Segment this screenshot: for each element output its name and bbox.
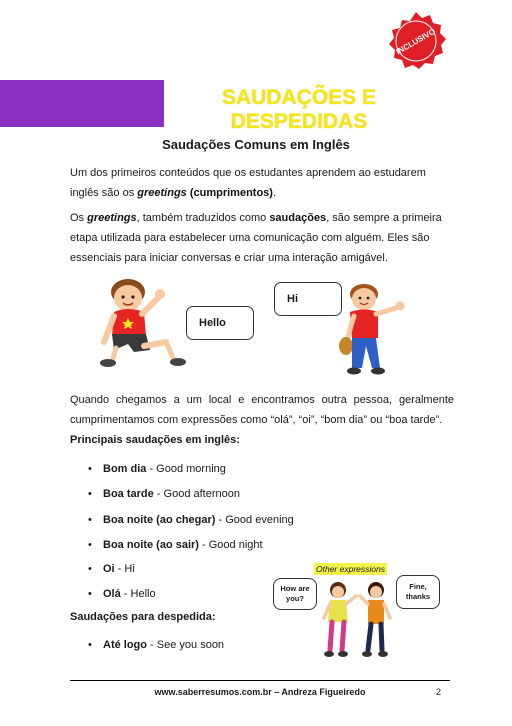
intro-paragraph <box>70 163 454 203</box>
list-item-en: - Good evening <box>215 514 294 526</box>
list-item: • Olá - Hello <box>88 588 156 600</box>
other-expressions-label: Other expressions <box>316 564 385 574</box>
list-item: • Até logo - See you soon <box>88 639 225 651</box>
list-item-pt: Boa tarde <box>103 488 154 500</box>
arrival-paragraph: Quando chegamos a um local e encontramos outra pessoa, geralmente cumprimentamos com expressões como “olá”, “oi”, “bom dia” ou “boa tarde”. <box>70 394 454 426</box>
list-item-en: - Good night <box>198 539 263 551</box>
list-item-en: - Hi <box>114 563 135 575</box>
how-are-you-bubble: How are you? <box>273 578 317 610</box>
para1-greetings-term: greetings <box>137 187 187 199</box>
header-accent-bar <box>0 80 164 127</box>
inclusivo-badge <box>384 10 448 74</box>
sitting-boy-illustration <box>94 272 194 368</box>
greetings-definition-paragraph <box>70 208 454 268</box>
page-title: SAUDAÇÕES E DESPEDIDAS <box>221 86 377 133</box>
para2-text-c: , são sempre a primeira etapa utilizada para estabelecer uma comunicação com alguém. Eles são essenciais para iniciar conversas e criar uma interação amigável. <box>70 212 442 264</box>
para1-text-a: Um dos primeiros conteúdos que os estudantes aprendem ao estudarem inglês são os <box>70 167 426 199</box>
list-item: • Bom dia - Good morning <box>88 463 226 475</box>
hi-speech-bubble: Hi <box>274 282 342 316</box>
list-item-pt: Boa noite (ao sair) <box>103 539 199 551</box>
para2-text-b: , também traduzidos como <box>136 212 270 224</box>
list-item: • Boa noite (ao sair) - Good night <box>88 539 263 551</box>
list-item-en: - See you soon <box>147 639 225 651</box>
list-item-pt: Bom dia <box>103 463 147 475</box>
two-kids-talking-illustration <box>318 578 400 664</box>
para1-text-b: (cumprimentos) <box>186 187 273 199</box>
list-item-en: - Good afternoon <box>153 488 240 500</box>
badge-text: INCLUSIVO <box>394 26 437 57</box>
list-item-pt: Até logo <box>103 639 147 651</box>
footer-credit: www.saberresumos.com.br – Andreza Figueiredo <box>154 687 366 697</box>
walking-boy-illustration <box>336 280 418 376</box>
fine-thanks-bubble: Fine, thanks <box>396 575 440 609</box>
page-number: 2 <box>436 687 442 697</box>
list-item: • Boa tarde - Good afternoon <box>88 488 240 500</box>
list-item-pt: Oi <box>103 563 115 575</box>
para1-text-c: . <box>272 187 277 199</box>
goodbyes-list-heading: Saudações para despedida: <box>70 611 216 623</box>
para2-greetings-term: greetings <box>87 212 137 224</box>
para2-saudacoes-term: saudações <box>269 212 327 224</box>
greetings-list-heading: Principais saudações em inglês: <box>70 434 240 446</box>
section-heading: Saudações Comuns em Inglês <box>162 137 350 152</box>
footer-divider <box>70 680 450 681</box>
list-item-pt: Boa noite (ao chegar) <box>103 514 216 526</box>
list-item: • Oi - Hi <box>88 563 135 575</box>
hello-speech-bubble: Hello <box>186 306 254 340</box>
list-item-pt: Olá <box>103 588 121 600</box>
list-item-en: - Hello <box>120 588 156 600</box>
list-item: • Boa noite (ao chegar) - Good evening <box>88 514 294 526</box>
para2-text-a: Os <box>70 212 88 224</box>
list-item-en: - Good morning <box>146 463 226 475</box>
